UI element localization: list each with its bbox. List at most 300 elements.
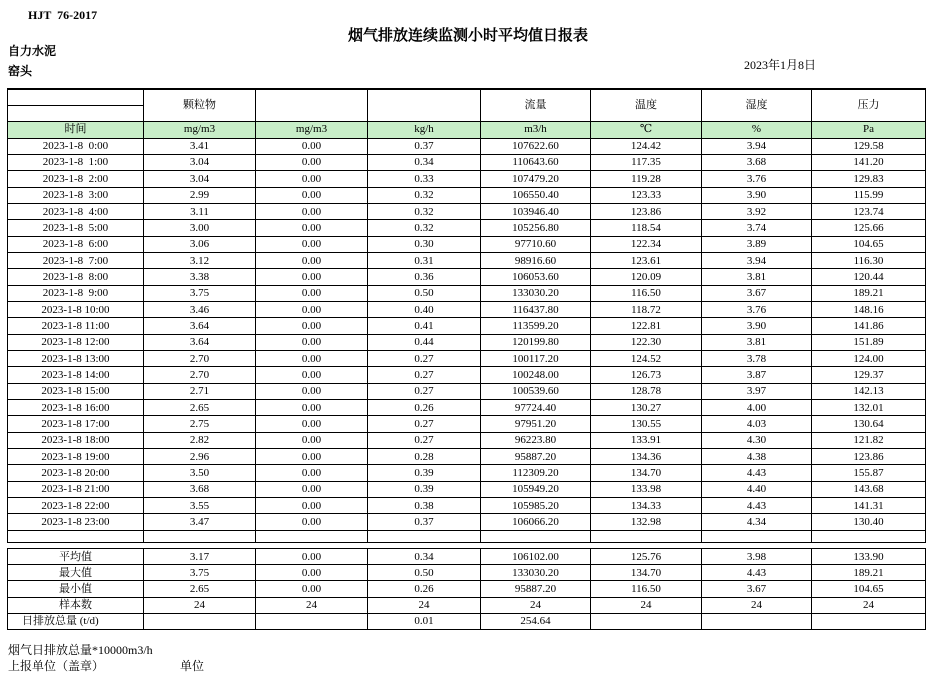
cell: 148.16 [812, 301, 926, 317]
monitor-point: 窑头 [8, 64, 33, 78]
cell: 3.00 [144, 220, 256, 236]
summary-label: 最小值 [8, 581, 144, 597]
cell: 4.43 [702, 465, 812, 481]
cell: 104.65 [812, 581, 926, 597]
cell: 0.00 [256, 203, 368, 219]
cell: 2.71 [144, 383, 256, 399]
cell [256, 613, 368, 629]
cell: 3.38 [144, 269, 256, 285]
cell: 254.64 [481, 613, 591, 629]
cell: 0.32 [368, 187, 481, 203]
cell: 2023-1-8 9:00 [8, 285, 144, 301]
cell: 0.41 [368, 318, 481, 334]
cell: 0.00 [256, 465, 368, 481]
cell: 24 [144, 597, 256, 613]
report-date: 2023年1月8日 [744, 58, 817, 72]
cell [8, 530, 144, 542]
cell: 2023-1-8 20:00 [8, 465, 144, 481]
cell: 116.30 [812, 252, 926, 268]
unit-pa: Pa [812, 121, 926, 138]
cell: 2023-1-8 6:00 [8, 236, 144, 252]
cell: 0.00 [256, 498, 368, 514]
cell: 0.44 [368, 334, 481, 350]
summary-rows [8, 549, 926, 630]
cell [702, 530, 812, 542]
cell: 2023-1-8 2:00 [8, 171, 144, 187]
cell: 2023-1-8 15:00 [8, 383, 144, 399]
cell: 134.33 [591, 498, 702, 514]
table-row [8, 154, 926, 170]
cell: 0.27 [368, 416, 481, 432]
cell: 106550.40 [481, 187, 591, 203]
cell: 24 [368, 597, 481, 613]
table-row [8, 514, 926, 530]
cell: 2023-1-8 19:00 [8, 449, 144, 465]
cell [256, 530, 368, 542]
col-header-particulate: 颗粒物 [144, 89, 256, 121]
cell: 123.33 [591, 187, 702, 203]
data-rows [8, 138, 926, 542]
cell: 3.68 [702, 154, 812, 170]
cell: 0.39 [368, 481, 481, 497]
cell: 130.55 [591, 416, 702, 432]
cell: 132.98 [591, 514, 702, 530]
cell: 106066.20 [481, 514, 591, 530]
summary-label: 最大值 [8, 565, 144, 581]
cell: 125.76 [591, 549, 702, 565]
cell: 189.21 [812, 285, 926, 301]
cell: 126.73 [591, 367, 702, 383]
cell: 116.50 [591, 285, 702, 301]
cell: 24 [256, 597, 368, 613]
cell: 2.65 [144, 581, 256, 597]
cell: 0.30 [368, 236, 481, 252]
summary-label: 日排放总量 (t/d) [8, 613, 144, 629]
cell: 130.64 [812, 416, 926, 432]
cell: 100248.00 [481, 367, 591, 383]
cell: 120.44 [812, 269, 926, 285]
cell: 4.00 [702, 400, 812, 416]
table-row [8, 432, 926, 448]
cell: 3.81 [702, 269, 812, 285]
cell: 123.86 [812, 449, 926, 465]
cell: 141.31 [812, 498, 926, 514]
cell: 3.76 [702, 171, 812, 187]
summary-table [7, 548, 926, 630]
cell: 0.27 [368, 432, 481, 448]
cell: 130.40 [812, 514, 926, 530]
cell: 2023-1-8 14:00 [8, 367, 144, 383]
cell: 0.00 [256, 252, 368, 268]
time-header-upper-cell [8, 89, 144, 105]
cell: 103946.40 [481, 203, 591, 219]
cell: 0.00 [256, 334, 368, 350]
cell: 130.27 [591, 400, 702, 416]
cell: 0.28 [368, 449, 481, 465]
cell: 0.00 [256, 549, 368, 565]
cell: 24 [591, 597, 702, 613]
cell: 3.81 [702, 334, 812, 350]
cell: 0.01 [368, 613, 481, 629]
cell: 0.27 [368, 350, 481, 366]
cell: 129.58 [812, 138, 926, 154]
cell: 4.43 [702, 565, 812, 581]
cell: 2023-1-8 0:00 [8, 138, 144, 154]
cell: 133.90 [812, 549, 926, 565]
cell: 2.65 [144, 400, 256, 416]
cell: 4.34 [702, 514, 812, 530]
cell: 0.00 [256, 236, 368, 252]
cell: 0.50 [368, 565, 481, 581]
cell: 2023-1-8 18:00 [8, 432, 144, 448]
table-row [8, 449, 926, 465]
table-row [8, 171, 926, 187]
summary-label: 平均值 [8, 549, 144, 565]
cell: 97724.40 [481, 400, 591, 416]
cell: 3.67 [702, 285, 812, 301]
cell: 0.00 [256, 285, 368, 301]
cell: 123.74 [812, 203, 926, 219]
table-row [8, 203, 926, 219]
cell: 4.38 [702, 449, 812, 465]
summary-row [8, 565, 926, 581]
cell: 122.81 [591, 318, 702, 334]
cell: 0.00 [256, 514, 368, 530]
table-row [8, 481, 926, 497]
cell: 2023-1-8 12:00 [8, 334, 144, 350]
cell: 0.50 [368, 285, 481, 301]
cell: 2.70 [144, 367, 256, 383]
cell: 132.01 [812, 400, 926, 416]
cell: 3.50 [144, 465, 256, 481]
cell: 4.03 [702, 416, 812, 432]
table-row [8, 465, 926, 481]
cell: 0.00 [256, 432, 368, 448]
unit-percent: % [702, 121, 812, 138]
company-name: 自力水泥 [8, 44, 57, 58]
cell: 120.09 [591, 269, 702, 285]
cell: 0.36 [368, 269, 481, 285]
cell: 3.41 [144, 138, 256, 154]
cell: 124.52 [591, 350, 702, 366]
cell: 0.38 [368, 498, 481, 514]
cell: 0.00 [256, 416, 368, 432]
table-row [8, 400, 926, 416]
cell: 118.72 [591, 301, 702, 317]
cell: 2023-1-8 1:00 [8, 154, 144, 170]
col-header-pressure: 压力 [812, 89, 926, 121]
cell: 119.28 [591, 171, 702, 187]
cell: 2023-1-8 16:00 [8, 400, 144, 416]
table-header [8, 89, 926, 138]
cell: 123.86 [591, 203, 702, 219]
cell: 113599.20 [481, 318, 591, 334]
cell: 141.86 [812, 318, 926, 334]
cell: 3.04 [144, 171, 256, 187]
cell: 133.91 [591, 432, 702, 448]
unit-kgh: kg/h [368, 121, 481, 138]
cell: 0.00 [256, 220, 368, 236]
table-row [8, 269, 926, 285]
cell: 122.30 [591, 334, 702, 350]
cell: 0.00 [256, 301, 368, 317]
cell: 3.64 [144, 334, 256, 350]
cell: 0.00 [256, 565, 368, 581]
cell: 3.92 [702, 203, 812, 219]
unit-header-row [8, 121, 926, 138]
col-header-flow: 流量 [481, 89, 591, 121]
cell: 3.64 [144, 318, 256, 334]
cell: 3.55 [144, 498, 256, 514]
cell [144, 613, 256, 629]
cell: 3.89 [702, 236, 812, 252]
cell: 3.75 [144, 285, 256, 301]
cell: 0.00 [256, 154, 368, 170]
cell: 110643.60 [481, 154, 591, 170]
table-row [8, 220, 926, 236]
unit-celsius: ℃ [591, 121, 702, 138]
cell: 124.00 [812, 350, 926, 366]
cell: 2023-1-8 4:00 [8, 203, 144, 219]
group-header-row [8, 89, 926, 105]
cell: 104.65 [812, 236, 926, 252]
cell: 133030.20 [481, 285, 591, 301]
cell: 2023-1-8 11:00 [8, 318, 144, 334]
cell: 3.94 [702, 252, 812, 268]
cell [812, 530, 926, 542]
cell [812, 613, 926, 629]
cell: 3.98 [702, 549, 812, 565]
cell: 115.99 [812, 187, 926, 203]
cell: 0.26 [368, 400, 481, 416]
summary-row [8, 613, 926, 629]
cell: 24 [702, 597, 812, 613]
cell: 0.00 [256, 187, 368, 203]
table-row [8, 285, 926, 301]
cell [368, 530, 481, 542]
table-row [8, 416, 926, 432]
unit-label: 单位 [180, 659, 205, 673]
cell: 0.00 [256, 481, 368, 497]
cell: 0.39 [368, 465, 481, 481]
cell: 3.75 [144, 565, 256, 581]
cell: 100539.60 [481, 383, 591, 399]
cell: 100117.20 [481, 350, 591, 366]
cell: 0.37 [368, 138, 481, 154]
page-title: 烟气排放连续监测小时平均值日报表 [347, 28, 588, 44]
cell: 2.70 [144, 350, 256, 366]
cell: 0.00 [256, 269, 368, 285]
cell: 3.67 [702, 581, 812, 597]
cell: 24 [481, 597, 591, 613]
cell: 3.87 [702, 367, 812, 383]
col-header-blank-2 [368, 89, 481, 121]
cell: 112309.20 [481, 465, 591, 481]
cell: 0.31 [368, 252, 481, 268]
cell: 129.83 [812, 171, 926, 187]
cell: 0.00 [256, 318, 368, 334]
unit-mgm3-1: mg/m3 [144, 121, 256, 138]
footer-note: 烟气日排放总量*10000m3/h [8, 643, 153, 657]
cell: 106053.60 [481, 269, 591, 285]
cell: 95887.20 [481, 449, 591, 465]
cell: 105985.20 [481, 498, 591, 514]
cell: 3.90 [702, 318, 812, 334]
cell: 120199.80 [481, 334, 591, 350]
cell: 3.11 [144, 203, 256, 219]
cell: 0.27 [368, 367, 481, 383]
cell: 155.87 [812, 465, 926, 481]
cell: 107622.60 [481, 138, 591, 154]
summary-row [8, 597, 926, 613]
cell: 0.00 [256, 581, 368, 597]
table-row [8, 367, 926, 383]
cell: 2.96 [144, 449, 256, 465]
cell: 133030.20 [481, 565, 591, 581]
cell: 3.47 [144, 514, 256, 530]
cell: 116.50 [591, 581, 702, 597]
summary-label: 样本数 [8, 597, 144, 613]
table-row [8, 318, 926, 334]
cell: 0.00 [256, 383, 368, 399]
cell: 134.70 [591, 565, 702, 581]
cell: 134.36 [591, 449, 702, 465]
cell: 2023-1-8 21:00 [8, 481, 144, 497]
cell: 0.34 [368, 549, 481, 565]
cell: 0.32 [368, 203, 481, 219]
cell: 106102.00 [481, 549, 591, 565]
cell: 95887.20 [481, 581, 591, 597]
cell: 2023-1-8 23:00 [8, 514, 144, 530]
cell: 0.26 [368, 581, 481, 597]
table-row [8, 301, 926, 317]
cell: 24 [812, 597, 926, 613]
cell: 96223.80 [481, 432, 591, 448]
table-row [8, 187, 926, 203]
cell: 3.90 [702, 187, 812, 203]
cell: 0.34 [368, 154, 481, 170]
table-row [8, 498, 926, 514]
cell: 0.37 [368, 514, 481, 530]
hourly-data-table [7, 88, 926, 543]
cell [481, 530, 591, 542]
cell: 105949.20 [481, 481, 591, 497]
cell: 143.68 [812, 481, 926, 497]
unit-mgm3-2: mg/m3 [256, 121, 368, 138]
cell [591, 613, 702, 629]
cell: 105256.80 [481, 220, 591, 236]
summary-row [8, 549, 926, 565]
cell: 2.99 [144, 187, 256, 203]
cell: 2023-1-8 3:00 [8, 187, 144, 203]
summary-row [8, 581, 926, 597]
cell: 0.00 [256, 138, 368, 154]
cell: 2023-1-8 10:00 [8, 301, 144, 317]
cell: 129.37 [812, 367, 926, 383]
cell: 117.35 [591, 154, 702, 170]
table-row [8, 383, 926, 399]
unit-m3h: m3/h [481, 121, 591, 138]
cell: 141.20 [812, 154, 926, 170]
cell [591, 530, 702, 542]
cell: 118.54 [591, 220, 702, 236]
cell: 3.17 [144, 549, 256, 565]
cell: 3.12 [144, 252, 256, 268]
cell: 98916.60 [481, 252, 591, 268]
cell: 3.94 [702, 138, 812, 154]
cell: 0.40 [368, 301, 481, 317]
cell: 2023-1-8 22:00 [8, 498, 144, 514]
cell: 107479.20 [481, 171, 591, 187]
cell: 0.32 [368, 220, 481, 236]
cell: 122.34 [591, 236, 702, 252]
cell: 2.75 [144, 416, 256, 432]
cell: 3.68 [144, 481, 256, 497]
cell: 142.13 [812, 383, 926, 399]
cell: 97951.20 [481, 416, 591, 432]
time-header-lower-cell [8, 105, 144, 121]
cell: 2023-1-8 13:00 [8, 350, 144, 366]
table-row [8, 138, 926, 154]
cell: 0.00 [256, 367, 368, 383]
cell: 151.89 [812, 334, 926, 350]
cell: 3.04 [144, 154, 256, 170]
cell: 121.82 [812, 432, 926, 448]
cell: 116437.80 [481, 301, 591, 317]
cell: 3.46 [144, 301, 256, 317]
cell: 123.61 [591, 252, 702, 268]
cell: 0.00 [256, 350, 368, 366]
col-header-blank-1 [256, 89, 368, 121]
cell: 0.00 [256, 171, 368, 187]
col-header-temperature: 温度 [591, 89, 702, 121]
cell: 0.00 [256, 449, 368, 465]
cell: 128.78 [591, 383, 702, 399]
cell: 2023-1-8 8:00 [8, 269, 144, 285]
cell: 3.78 [702, 350, 812, 366]
cell: 125.66 [812, 220, 926, 236]
cell: 134.70 [591, 465, 702, 481]
cell [144, 530, 256, 542]
cell: 2023-1-8 17:00 [8, 416, 144, 432]
table-row [8, 252, 926, 268]
cell: 133.98 [591, 481, 702, 497]
unit-time: 时间 [8, 121, 144, 138]
cell: 4.40 [702, 481, 812, 497]
cell: 2023-1-8 5:00 [8, 220, 144, 236]
col-header-humidity: 湿度 [702, 89, 812, 121]
report-unit-label: 上报单位（盖章） [8, 659, 105, 673]
cell: 3.06 [144, 236, 256, 252]
cell: 3.74 [702, 220, 812, 236]
empty-row [8, 530, 926, 542]
table-row [8, 350, 926, 366]
table-row [8, 334, 926, 350]
cell: 0.00 [256, 400, 368, 416]
cell [702, 613, 812, 629]
cell: 0.33 [368, 171, 481, 187]
cell: 4.30 [702, 432, 812, 448]
cell: 2023-1-8 7:00 [8, 252, 144, 268]
cell: 3.76 [702, 301, 812, 317]
cell: 2.82 [144, 432, 256, 448]
cell: 97710.60 [481, 236, 591, 252]
table-row [8, 236, 926, 252]
standard-code: HJT 76-2017 [28, 8, 98, 22]
cell: 4.43 [702, 498, 812, 514]
cell: 124.42 [591, 138, 702, 154]
cell: 3.97 [702, 383, 812, 399]
